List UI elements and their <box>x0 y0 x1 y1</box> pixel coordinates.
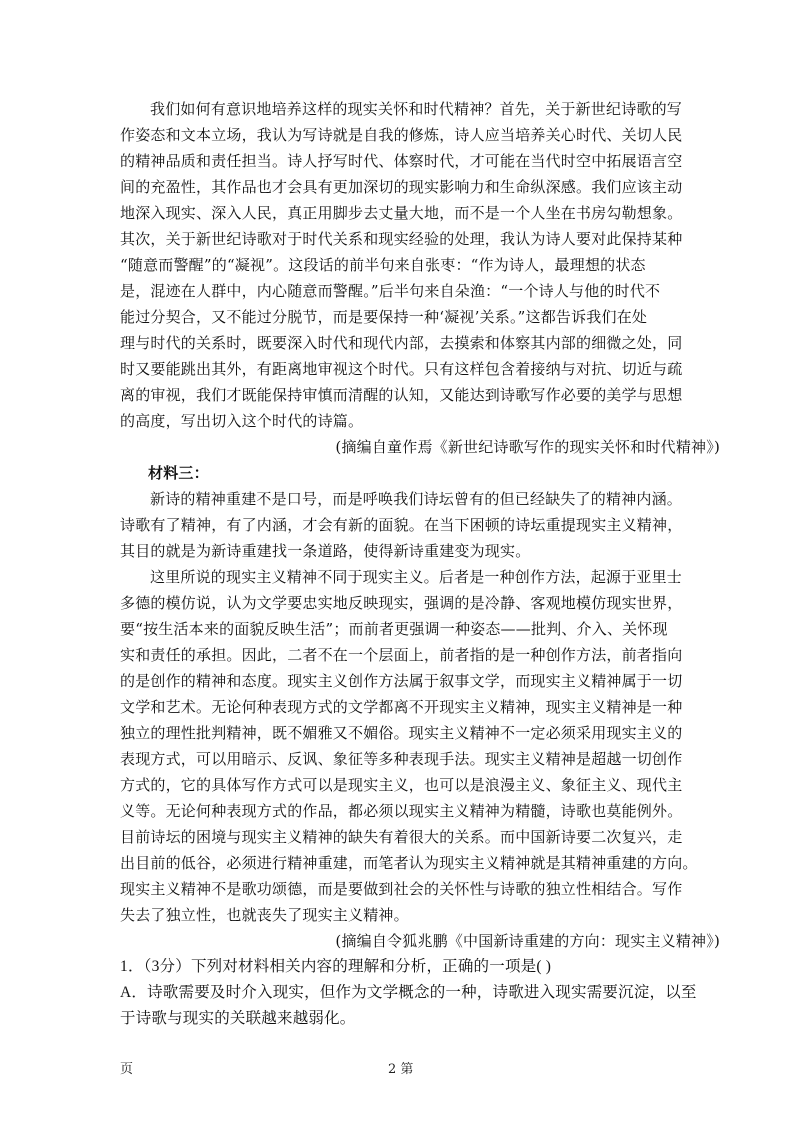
text-line: 要“按生活本来的面貌反映生活”；而前者更强调一种姿态——批判、介入、关怀现 <box>120 620 668 638</box>
text-line: 是，混迹在人群中，内心随意而警醒。”后半句来自朵渔：“一个诗人与他的时代不 <box>120 282 661 300</box>
text-line: 这里所说的现实主义精神不同于现实主义。后者是一种创作方法，起源于亚里士 <box>150 568 683 586</box>
text-line: 义等。无论何种表现方式的作品，都必须以现实主义精神为精髓，诗歌也莫能例外。 <box>120 802 683 820</box>
footer-page-label: 页 <box>120 1062 134 1077</box>
text-line: 新诗的精神重建不是口号，而是呼唤我们诗坛曾有的但已经缺失了的精神内涵。 <box>150 490 683 508</box>
text-line: 出目前的低谷，必须进行精神重建，而笔者认为现实主义精神就是其精神重建的方向。 <box>120 854 698 872</box>
text-line: 离的审视，我们才既能保持审慎而清醒的认知，又能达到诗歌写作必要的美学与思想 <box>120 386 683 404</box>
text-line: “随意而警醒”的“凝视”。这段话的前半句来自张枣：“作为诗人，最理想的状态 <box>120 256 646 274</box>
text-line: 其目的就是为新诗重建找一条道路，使得新诗重建变为现实。 <box>120 542 531 560</box>
text-line: 文学和艺术。无论何种表现方式的文学都离不开现实主义精神，现实主义精神是一种 <box>120 698 683 716</box>
source-citation: (摘编自令狐兆鹏《中国新诗重建的方向：现实主义精神》) <box>335 932 720 950</box>
option-text-line: A．诗歌需要及时介入现实，但作为文学概念的一种，诗歌进入现实需要沉淀，以至 <box>120 984 697 1001</box>
text-line: 间的充盈性，其作品也才会具有更加深切的现实影响力和生命纵深感。我们应该主动 <box>120 178 683 196</box>
text-line: 多德的模仿说，认为文学要忠实地反映现实，强调的是冷静、客观地模仿现实世界， <box>120 594 683 612</box>
text-line: 表现方式，可以用暗示、反讽、象征等多种表现手法。现实主义精神是超越一切创作 <box>120 750 683 768</box>
material-heading: 材料三： <box>148 464 209 482</box>
text-line: 能过分契合，又不能过分脱节，而是要保持一种‘凝视’关系。”这都告诉我们在处 <box>120 308 648 326</box>
footer-page-number: 2 第 <box>388 1062 414 1077</box>
text-line: 作姿态和文本立场，我认为写诗就是自我的修炼，诗人应当培养关心时代、关切人民 <box>120 126 683 144</box>
text-line: 实和责任的承担。因此，二者不在一个层面上，前者指的是一种创作方法，前者指向 <box>120 646 683 664</box>
text-line: 诗歌有了精神，有了内涵，才会有新的面貌。在当下困顿的诗坛重提现实主义精神， <box>120 516 683 534</box>
text-line: 目前诗坛的困境与现实主义精神的缺失有着很大的关系。而中国新诗要二次复兴，走 <box>120 828 683 846</box>
text-line: 我们如何有意识地培养这样的现实关怀和时代精神？首先，关于新世纪诗歌的写 <box>150 100 683 118</box>
text-line: 的高度，写出切入这个时代的诗篇。 <box>120 412 364 430</box>
text-line: 现实主义精神不是歌功颂德，而是要做到社会的关怀性与诗歌的独立性相结合。写作 <box>120 880 683 898</box>
text-line: 独立的理性批判精神，既不媚雅又不媚俗。现实主义精神不一定必须采用现实主义的 <box>120 724 683 742</box>
option-text-line: 于诗歌与现实的关联越来越弱化。 <box>120 1010 356 1027</box>
source-citation: (摘编自童作焉《新世纪诗歌写作的现实关怀和时代精神》) <box>335 438 720 456</box>
question-stem: 1．（3分）下列对材料相关内容的理解和分析，正确的一项是( ) <box>120 958 552 975</box>
text-line: 地深入现实、深入人民，真正用脚步去丈量大地，而不是一个人坐在书房勾勒想象。 <box>120 204 683 222</box>
text-line: 方式的，它的具体写作方式可以是现实主义，也可以是浪漫主义、象征主义、现代主 <box>120 776 683 794</box>
text-line: 的精神品质和责任担当。诗人抒写时代、体察时代，才可能在当代时空中拓展语言空 <box>120 152 683 170</box>
text-line: 其次，关于新世纪诗歌对于时代关系和现实经验的处理，我认为诗人要对此保持某种 <box>120 230 683 248</box>
text-line: 理与时代的关系时，既要深入时代和现代内部，去摸索和体察其内部的细微之处，同 <box>120 334 683 352</box>
text-line: 的是创作的精神和态度。现实主义创作方法属于叙事文学，而现实主义精神属于一切 <box>120 672 683 690</box>
text-line: 失去了独立性，也就丧失了现实主义精神。 <box>120 906 409 924</box>
text-line: 时又要能跳出其外，有距离地审视这个时代。只有这样包含着接纳与对抗、切近与疏 <box>120 360 683 378</box>
